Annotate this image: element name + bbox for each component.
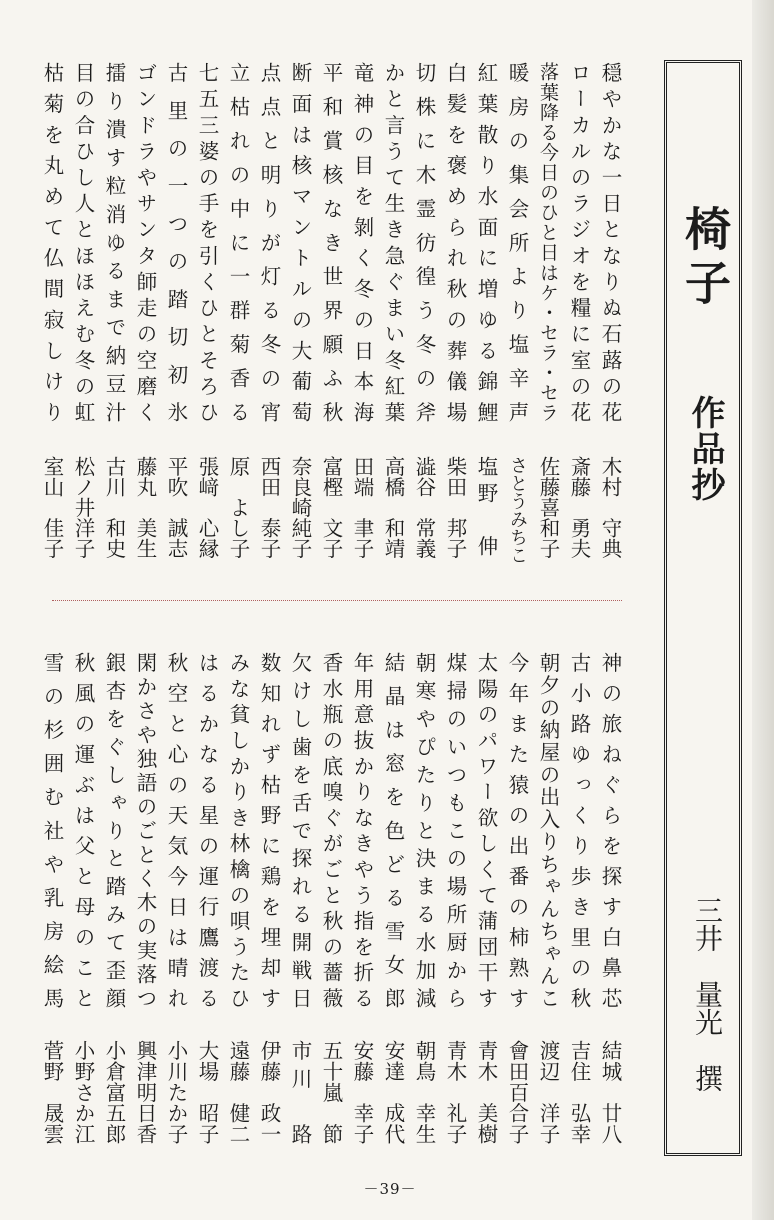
haiku-author: 市川 路 [288, 1040, 312, 1144]
haiku-author: 張﨑 心縁 [195, 456, 219, 559]
haiku-author: 塩野 伸 [474, 456, 498, 556]
haiku-text: かと言うて生き急ぐまい冬紅葉 [381, 62, 405, 422]
haiku-author: 結城 廿八 [598, 1040, 622, 1144]
haiku-text: 秋風の運ぶは父と母のこと [71, 652, 95, 1008]
haiku-author: 平吹 誠志 [164, 456, 188, 559]
haiku-text: 銀杏をぐしゃりと踏みて歪顔 [102, 652, 126, 1008]
haiku-text: 欠けし歯を舌で探れる開戦日 [288, 652, 312, 1008]
haiku-text: 古小路ゆっくり歩き里の秋 [567, 652, 591, 1008]
haiku-author: 藤丸 美生 [133, 456, 157, 559]
haiku-author: 大場 昭子 [195, 1040, 219, 1144]
haiku-author: 柴田 邦子 [443, 456, 467, 559]
haiku-text: 神の旅ねぐらを探す白鼻芯 [598, 652, 622, 1008]
haiku-text: 立枯れの中に一群菊香る [226, 62, 250, 422]
haiku-text: 太陽のパワー欲しくて蒲団干す [474, 652, 498, 1008]
haiku-author: 興津明日香 [133, 1040, 157, 1144]
haiku-text: 枯菊を丸めて仏間寂しけり [40, 62, 64, 422]
haiku-author: 遠藤 健二 [226, 1040, 250, 1144]
haiku-author: 松ノ井洋子 [71, 456, 95, 559]
haiku-author: 室山 佳子 [40, 456, 64, 559]
haiku-text: 切株に木霊彷徨う冬の斧 [412, 62, 436, 422]
haiku-text: 擂り潰す粒消ゆるまで納豆汁 [102, 62, 126, 422]
haiku-text: 落葉降る今日のひと日はケ・セラ・セラ [537, 62, 559, 422]
haiku-author: 古川 和史 [102, 456, 126, 559]
haiku-author: 青木 礼子 [443, 1040, 467, 1144]
haiku-text: 白髪を褒められ秋の葬儀場 [443, 62, 467, 422]
haiku-author: 原 よし子 [226, 456, 250, 559]
page-subtitle: 作品抄 [685, 395, 725, 503]
haiku-text: 雪の杉囲む社や乳房絵馬 [40, 652, 64, 1008]
haiku-author: 田端 聿子 [350, 456, 374, 559]
haiku-author: 小野さか江 [71, 1040, 95, 1144]
haiku-text: 香水瓶の底嗅ぐがごと秋の薔薇 [319, 652, 343, 1008]
haiku-author: 青木 美樹 [474, 1040, 498, 1144]
page-title: 椅子 [678, 205, 732, 313]
haiku-author: 吉住 弘幸 [567, 1040, 591, 1144]
haiku-text: 今年また猿の出番の柿熟す [505, 652, 529, 1008]
haiku-author: 朝鳥 幸生 [412, 1040, 436, 1144]
haiku-text: ローカルのラジオを糧に室の花 [567, 62, 591, 422]
haiku-author: 五十嵐 節 [319, 1040, 343, 1144]
haiku-author: 西田 泰子 [257, 456, 281, 559]
haiku-author: 佐藤喜和子 [536, 456, 560, 559]
haiku-text: 朝夕の納屋の出入りちゃんちゃんこ [536, 652, 560, 1008]
editor-credit: 三井 量光 撰 [691, 896, 724, 1092]
haiku-text: 紅葉散り水面に増ゆる錦鯉 [474, 62, 498, 422]
haiku-text: みな貧しかりき林檎の唄うたひ [226, 652, 250, 1008]
page-gutter-shadow [752, 0, 774, 1220]
haiku-text: 断面は核マントルの大葡萄 [288, 62, 312, 422]
haiku-text: 目の合ひし人とほほえむ冬の虹 [71, 62, 95, 422]
haiku-text: 穏やかな一日となりぬ石蕗の花 [598, 62, 622, 422]
haiku-text: 朝寒やぴたりと決まる水加減 [412, 652, 436, 1008]
haiku-text: 数知れず枯野に鶏を埋却す [257, 652, 281, 1008]
haiku-author: 奈良崎純子 [288, 456, 312, 559]
haiku-author: 會田百合子 [505, 1040, 529, 1144]
haiku-author: 小川たか子 [164, 1040, 188, 1144]
haiku-text: 古里の一つの踏切初氷 [164, 62, 188, 422]
haiku-text: 年用意抜かりなきやう指を折る [350, 652, 374, 1008]
haiku-text: 煤掃のいつもこの場所厨から [443, 652, 467, 1008]
haiku-author: 安藤 幸子 [350, 1040, 374, 1144]
haiku-author: 菅野 晟雲 [40, 1040, 64, 1144]
haiku-text: 平和賞核なき世界願ふ秋 [319, 62, 343, 422]
page-number: －39－ [363, 1180, 417, 1198]
section-divider [52, 600, 622, 601]
haiku-text: ゴンドラやサンタ師走の空磨く [133, 62, 157, 422]
haiku-text: 結晶は窓を色どる雪女郎 [381, 652, 405, 1008]
haiku-text: 閑かさや独語のごとく木の実落つ [133, 652, 157, 1008]
haiku-text: 竜神の目を剝く冬の日本海 [350, 62, 374, 422]
haiku-author: 伊藤 政一 [257, 1040, 281, 1144]
haiku-author: 安達 成代 [381, 1040, 405, 1144]
haiku-text: 暖房の集会所より塩辛声 [505, 62, 529, 422]
haiku-author: 富樫 文子 [319, 456, 343, 559]
haiku-author: 澁谷 常義 [412, 456, 436, 559]
haiku-author: 木村 守典 [598, 456, 622, 559]
haiku-text: 七五三婆の手を引くひとそろひ [195, 62, 219, 422]
haiku-text: 秋空と心の天気今日は晴れ [164, 652, 188, 1008]
haiku-author: さとうみちこ [507, 456, 528, 564]
haiku-author: 斎藤 勇夫 [567, 456, 591, 559]
haiku-author: 渡辺 洋子 [536, 1040, 560, 1144]
haiku-author: 小倉富五郎 [102, 1040, 126, 1144]
haiku-text: はるかなる星の運行鷹渡る [195, 652, 219, 1008]
haiku-text: 点点と明りが灯る冬の宵 [257, 62, 281, 422]
haiku-author: 高橋 和靖 [381, 456, 405, 559]
